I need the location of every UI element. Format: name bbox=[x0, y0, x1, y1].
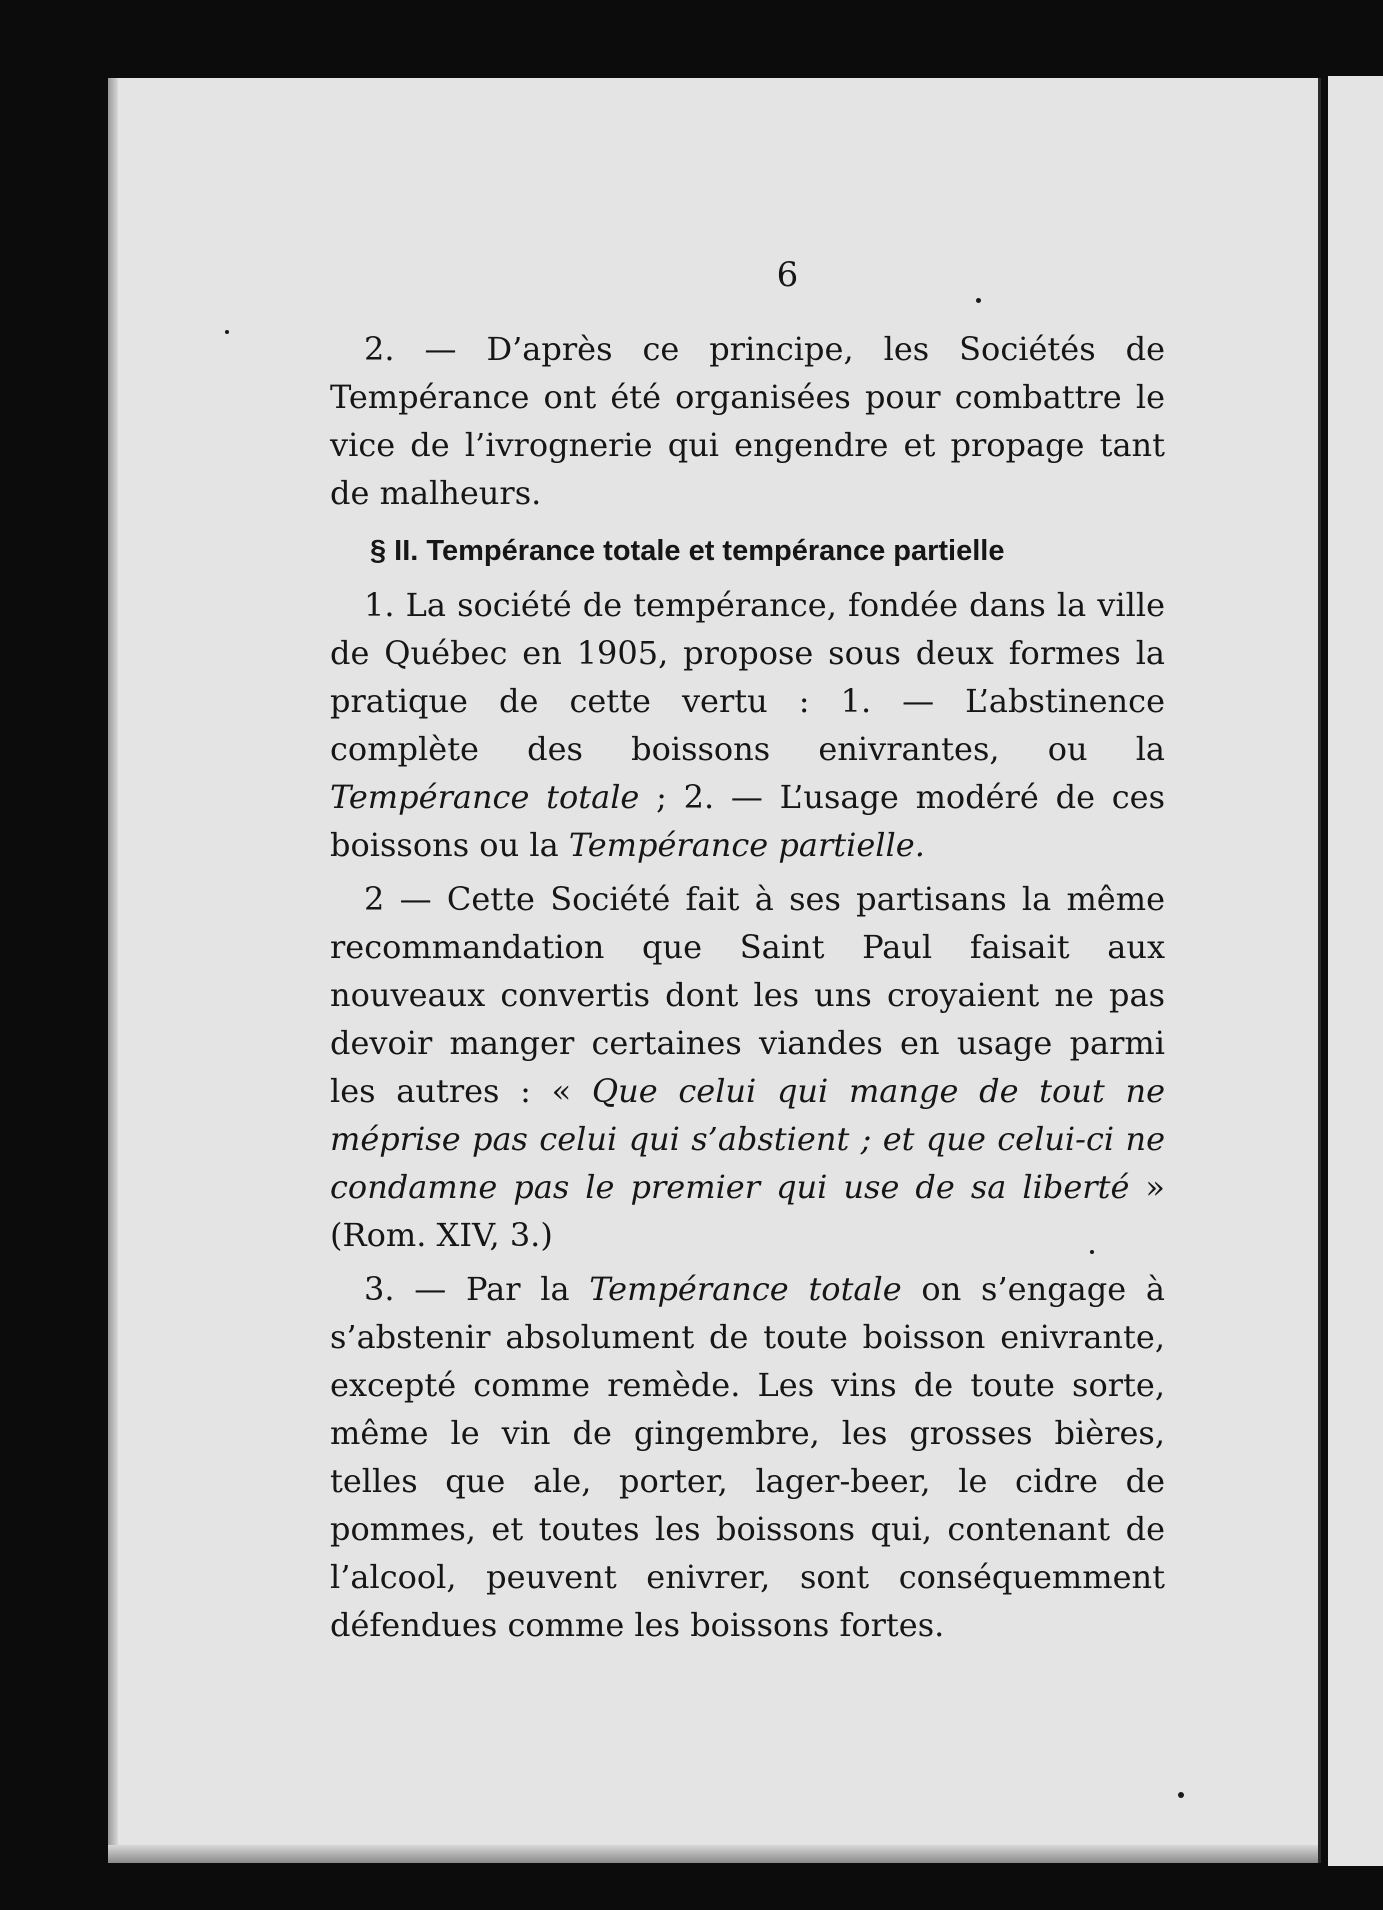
text-segment: 1. La société de tempérance, fondée dans la ville de Québec en 1905, propose sous deux formes la pratique de cette vertu : 1. — L’abstinence complète des boissons enivrantes, ou la bbox=[330, 586, 1165, 768]
page-number: 6 bbox=[776, 255, 799, 295]
adjacent-page-edge bbox=[1328, 76, 1383, 1866]
section-heading: § II. Tempérance totale et tempérance partielle bbox=[370, 535, 1005, 567]
text-segment: 2. — D’après ce principe, les Sociétés de Tempérance ont été organisées pour combattre le vice de l’ivrognerie qui engendre et propage tant de malheurs. bbox=[330, 330, 1165, 512]
text-segment: 2 — Cette Société fait à ses partisans la même recommandation que Saint Paul faisait aux nouveaux convertis dont les uns croyaient ne pas devoir manger certaines viandes en usage parmi les autres : « bbox=[330, 880, 1165, 1110]
ink-speck bbox=[1178, 1792, 1184, 1798]
page-binding-edge bbox=[108, 78, 118, 1863]
section-paragraphs bbox=[330, 581, 1165, 1649]
intro-paragraphs bbox=[330, 325, 1165, 517]
italic-text-segment: Tempérance partielle. bbox=[568, 826, 925, 864]
italic-text-segment: Que celui qui mange de tout ne méprise pas celui qui s’abstient ; et que celui-ci ne condamne pas le premier qui use de sa liberté bbox=[330, 1072, 1166, 1206]
text-segment: » (Rom. XIV, 3.) bbox=[330, 1168, 1165, 1254]
paragraph-s2 bbox=[330, 875, 1165, 1259]
paragraph-s1 bbox=[330, 581, 1165, 869]
italic-text-segment: Tempérance totale bbox=[589, 1270, 902, 1308]
ink-speck bbox=[225, 330, 229, 334]
text-segment: 3. — Par la bbox=[364, 1270, 590, 1308]
paragraph-s3 bbox=[330, 1265, 1165, 1649]
paragraph-p2-intro bbox=[330, 325, 1165, 517]
page-text-block bbox=[330, 255, 1165, 1655]
page-bottom-edge bbox=[108, 1845, 1318, 1863]
text-segment: on s’engage à s’abstenir absolument de toute boisson enivrante, excepté comme remède. Les vins de toute sorte, même le vin de gingembre, les grosses bières, telles que ale, porter, lager-beer, le cidre de pommes, et toutes les boissons qui, contenant de l’alcool, peuvent enivrer, sont conséquemment défendues comme les boissons fortes. bbox=[330, 1270, 1166, 1644]
italic-text-segment: Tempérance totale bbox=[330, 778, 640, 816]
text-segment: ; 2. — L’usage modéré de ces boissons ou la bbox=[330, 778, 1166, 864]
